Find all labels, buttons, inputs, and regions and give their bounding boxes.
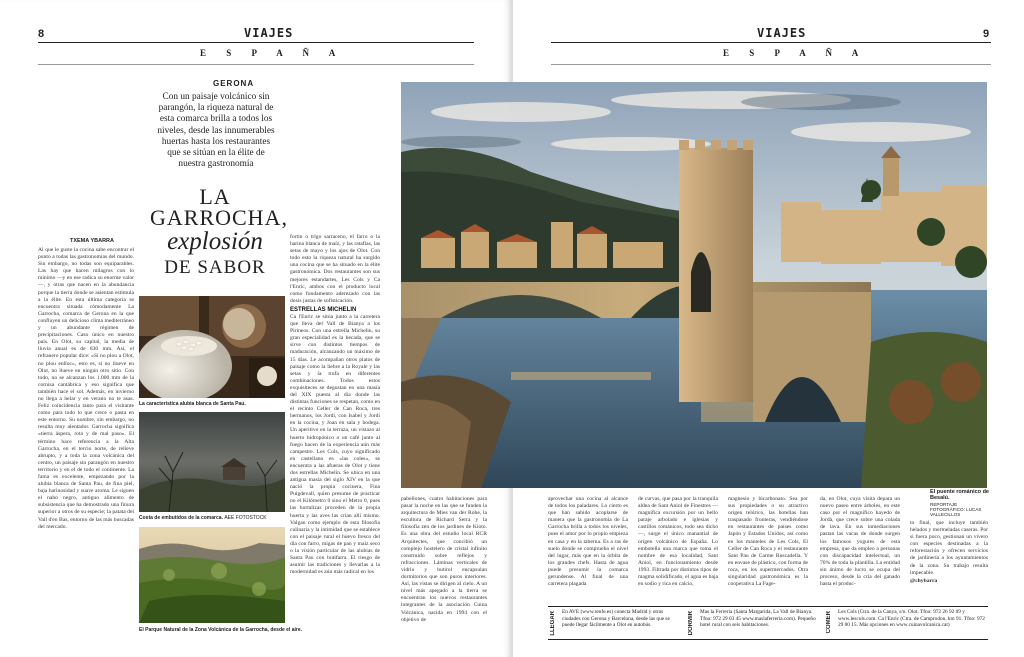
col8-paragraph: to final, que incluye también helados y mermeladas caseras. Por si fuera poco, gestionan un vivero con especies destinadas a la reforestación y ofrecen servicios de jardinería a los ayuntamientos de la zona. Su trabajo resulta impecable. [910,520,988,576]
caption-bridge-title: El puente románico de Besalú. [930,489,989,501]
title-line4: DE SABOR [164,257,266,278]
col5-paragraph: de curvas, que pasa por la tranquila aldea de Sant Aniol de Finestres —magnífica excursión por un bello paraje arbolado e iglesias y castillos románicos, todo sea dicho—, surge el único manantial de origen volcánico de España. Lo embotella una marca que toma el nombre de esa localidad, Sant Aniol, en funcionamiento desde 1993. Filtrada por distintos tipos de magma solidificado, el agua es baja en sodio y rica en calcio, [638,496,718,588]
info-label-dormir: DORMIR [688,611,694,636]
title-line1: LA [199,184,231,209]
kicker-gerona: GERONA [213,79,255,88]
subheader-rule-left [38,64,474,65]
section-title-left: VIAJES [244,26,294,40]
info-dormir: Mas la Ferreria (Santa Margarida, La Vall de Bianya. Tfno: 972 29 03 45 www.maslaferreria.com). Pequeño hotel rural con seis habitaciones. [700,609,816,628]
photo-misty-house [139,412,285,512]
photo-white-beans [139,296,285,398]
title-line2: GARROCHA, [150,205,288,230]
author-handle: @chybarra [910,577,938,584]
col6-paragraph: magnesio y bicarbonato. Sea por sus propiedades o su atractivo origen telúrico, las botellas han traspasado fronteras, vendiéndose en restaurantes de países como Japón y Estados Unidos, así como en los manteles de Les Cols, El Celler de Can Roca y el restaurante Sant Pau de Carme Ruscadella. Y en envase de plástico, con forma de roca, en los supermercados. Otra singularidad gastronómica es la cooperativa La Fage- [728,496,808,588]
caption-volcanic-park: El Parque Natural de la Zona Volcánica de la Garrocha, desde el aire. [139,627,303,633]
info-box [548,606,988,640]
country-label-left: E S P A Ñ A [200,48,345,58]
col4-paragraph: aprovechar una cocina al alcance de todos los paladares. Lo cierto es que han sabido acoplarse de manera que la gastronomía de La Garrocha brilla a todos los niveles, pues el amor por lo propio empieza en casa y en la taberna. Es a ras de suelo donde se comprueba el nivel del lugar, más que en la órbita de los grandes chefs. Hasta de agua puede presumir la comarca gerundense. Al final de una carretera plagada [548,496,628,588]
body-column-5 [638,496,718,604]
intro-text: Con un paisaje volcánico sin parangón, la riqueza natural de esta comarca brilla a todos los niveles, desde las innumerables huertas hasta los restaurantes que se sitúan en la élite de nuestra gastronomía [157,92,275,170]
info-label-comer: COMER [826,611,832,634]
col2-paragraph-2: Ca l'Enric se sitúa junto a la carretera que lleva del Vall de Bianya a los Pirineos. Con una estrella Michelin, su gran especialidad es la becada, que se sirve con distintos tiempos de maduración, alcanzando un máximo de 15 días. Le acompañan otros platos de paisaje como la liebre a la Royale y las setas y la trufa en diferentes combinaciones. Todos estos exquisiteces se degustan en una masía del XIX puesta al día donde las distintas funciones se respetan, como en el recinto Celler de Can Roca, tres hermanos, los Jordi, con Isabel y Jordi en la cocina, y Joan en sala y bodega. Un aperitivo en la terraza, un vistazo al huerto hidropónico o un café junto al fuego hacen de la experiencia aún más campestre. Les Cols, cuyo significado en castellano es «las coles», se encuentra a las afueras de Olot y tiene dos estrellas Michelin. Se ubica en una antigua masía del siglo XIV en la que nació la propia cocinera, Fina Puigdevall, quien presume de practicar no el Kilómetro 0 sino el Metro 0, pues las hortalizas proceden de la propia huerta y las aves las crían allí mismo. Valgan como ejemplo de esta filosofía culinaria y la intimidad que se establece con el paisaje rural el huevo fresco del día con farro, migas de pan y maíz seco o la vísión particular de las alubias de Santa Pau con butifarra. El riesgo de asumir las tradiciones y llevarlas a la modernidad es aún más radical en los [290,313,380,576]
body-column-1 [38,247,134,633]
title-line3: explosión [167,228,263,255]
body-column-3 [401,496,487,636]
author-byline: TXEMA YBARRA [69,238,114,244]
caption-sausages-credit: AEE FOTOSTOCK [224,515,267,521]
caption-sausages-text: Costa de embutidos de la comarca. [139,515,223,521]
subheader-rule-right [551,64,991,65]
info-llegar: En AVE (www.renfe.es) conecta Madrid y otras ciudades con Gerona y Barcelona, desde las que se puede llegar fácilmente a Olot en autobús. [562,609,670,628]
body-column-2 [290,234,380,634]
section-title-right: VIAJES [757,26,807,40]
photo-volcanic-park [139,527,285,623]
subheading-michelin: ESTRELLAS MICHELIN [290,306,357,313]
caption-beans: La característica alubia blanca de Santa Pau. [139,401,246,407]
body-column-8 [910,520,988,604]
info-label-llegar: LLEGAR [550,611,556,636]
body-column-6 [728,496,808,604]
header-rule-left [38,42,474,43]
col3-paragraph: pabellones, cuatro habitaciones para pasar la noche en las que se funden la arquitectura de Mies van der Rohe, la escultura de Richard Serra y la filosofía zen de los jardines de Kioto. Es una obra del estudio local RCR Arquitectes, que concibió un complejo hostelero de cristal infinito construido sobre reflejos y refracciones. Láminas verticales de vidrio y butirol encapsulan dormitorios que son puros interiores. Así, las vistas se dirigen al cielo. A un nivel más apegado a la tierra se encuentran los nuevos restaurantes integrantes de la asociación Cuina Volcànica, nacida en 1994 con el objetivo de [401,496,487,623]
photo-besalu-bridge [401,82,987,488]
body-column-4 [548,496,628,604]
col2-paragraph-1: fortín o trigo sarraceno, el farro o la harina blanca de maíz, y las ratafías, las setas de mayo y los ajos de Olot. Con todo esto la riqueza natural ha surgido una cocina que se ha situado en la élite gastronómica. Dos restaurantes son sus mejores estandartes, Les Cols y Ca l'Enric, ambos con el producto local como fundamento aderezado con las dosis justas de sofisticación. [290,234,380,304]
country-label-right: E S P A Ñ A [723,48,868,58]
caption-sausages [139,515,289,521]
col7-paragraph: da, en Olot, cuya visita depara un nuevo paseo entre árboles, en este caso por el magnífico hayedo de Jordà, que crece sobre una colada de lava. En sus inmediaciones pastan las vacas de donde surgen los famosos yogures de esta empresa, que da empleo a personas con discapacidad intelectual, un 70% de toda la plantilla. La entidad sin ánimo de lucro se ocupa del proceso, desde la cría del ganado hasta el produc- [820,496,900,588]
page-number-right: 9 [983,28,990,40]
page-number-left: 8 [38,28,45,40]
caption-bridge-credit: REPORTAJE FOTOGRÁFICO: LUCAS VALLECILLOS [930,502,982,517]
col1-paragraph: Al que le guste la cocina sabe encontrar el punto a todas las gastronomías del mundo. Sin embargo, no todas son equiparables. Las hay que hacen milagros con lo mínimo —y en ese radica su enorme valor—, y otras que nacen en la abundancia porque la tierra donde se asientan estimula a la élite. En esta última categoría se encuentra situada cómodamente La Garrocha, comarca de Gerona en la que confluyen un delicioso clima mediterráneo y un abundante régimen de precipitaciones. Caso único en nuestro país. En Olot, su capital, la media de lluvia anual es de 830 mm. Así, el refranero popular dice: «Si no plou a Olot, no plou enlloc», esto es, si no llueve en Olot, no llueve en ningún otro sitio. Con todo, no se alcanzan los 1.000 mm de la cornisa cantábrica y eso significa que también hace el sol. Además, en invierno no llega a helar y en verano no te asas. Feliz coincidencia tanto para el visitante como para todo lo que crece o pasta en este entorno. Su nombre, sin embargo, no resulta muy alentador. Garrocha significa «tierra áspera, rota y de mal paso». El término hace referencia a la Alta Garrocha, en el tercio norte, de relieve abrupto, y a toda la zona volcánica del centro, un paisaje sin parangón en nuestro territorio y en el de todo el continente. La fama es excelente, empezando por la alubia blanca de Santa Pau, de fina piel, baja harinosidad y suave aroma. Le siguen el nabo negro, antiguo alimento de subsistencia que ha demostrado una finura superior a otros de su especie; la patata del Vall d'en Bas, entorno de las más buscadas del mercado. [38,247,134,530]
caption-bridge [930,489,990,517]
header-rule-right [551,42,991,43]
info-comer: Les Cols (Ctra. de la Canya, s/n. Olot. Tfno: 972 26 92 09 y www.lescols.com. Ca l'Enric (Ctra. de Camprodon, km 91. Tfno: 972 29 00 15. Más opciones en www.cuinavolcanica.cat) [838,609,985,628]
body-column-7 [820,496,900,604]
